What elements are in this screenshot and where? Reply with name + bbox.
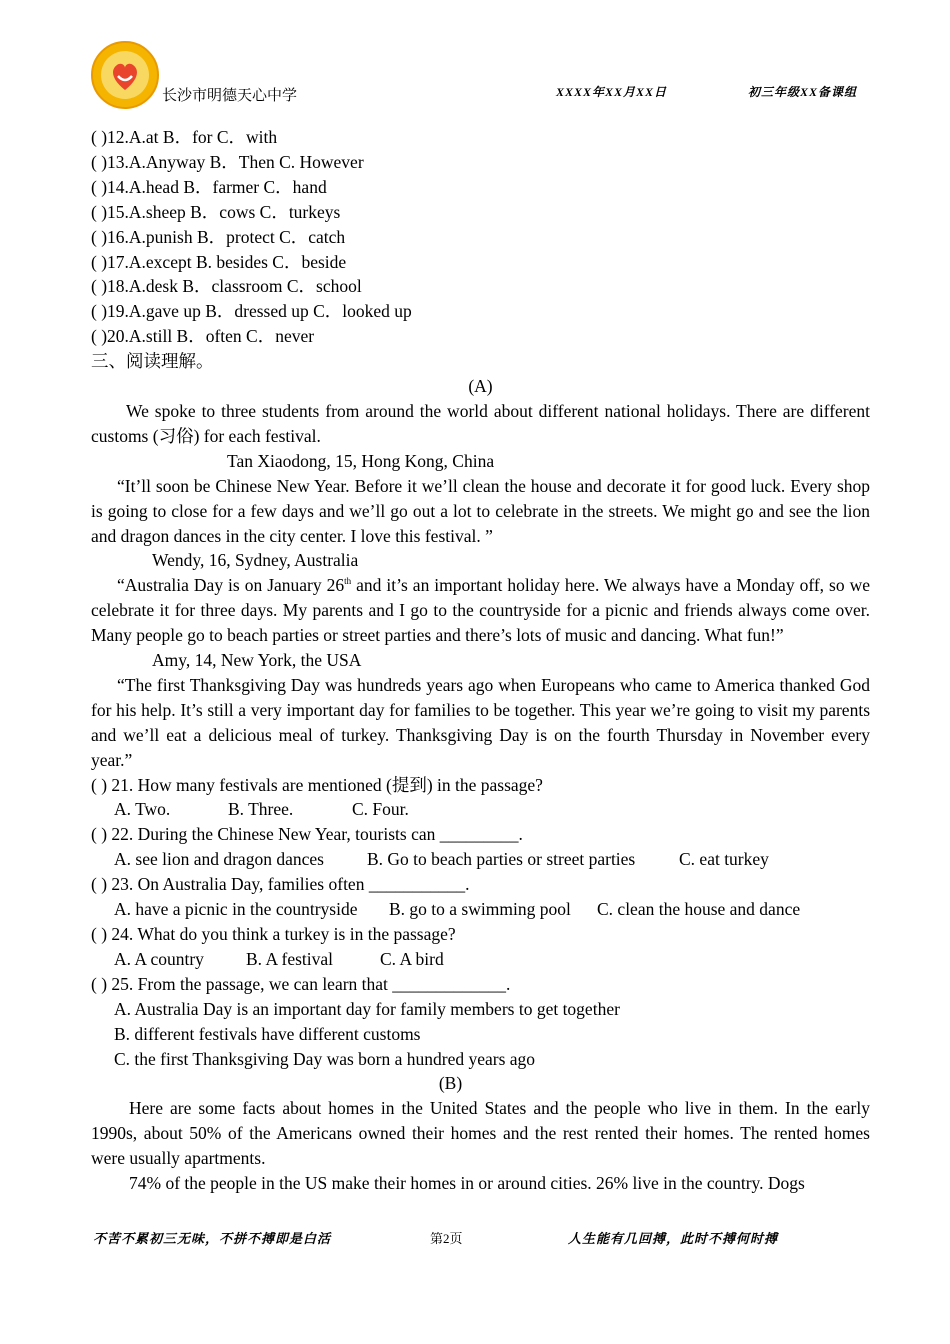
option: B. Three.: [228, 799, 294, 820]
cloze-item: ( )20.A.still B．often C．never: [91, 326, 315, 347]
cloze-item: ( )19.A.gave up B．dressed up C．looked up: [91, 301, 412, 322]
options: [91, 797, 870, 822]
option: C. A bird: [380, 948, 444, 969]
option: B. Go to beach parties or street parties: [367, 849, 636, 870]
option: C. the first Thanksgiving Day was born a hundred years ago: [114, 1048, 536, 1069]
cloze-item: ( )13.A.Anyway B．Then C. However: [91, 151, 364, 172]
cloze-item: ( )18.A.desk B．classroom C．school: [91, 276, 362, 297]
header-group: 初三年级XX备课组: [748, 85, 858, 99]
question: ( ) 21. How many festivals are mentioned (提到) in the passage?: [91, 774, 543, 795]
cloze-item: ( )16.A.punish B．protect C．catch: [91, 226, 346, 247]
speaker-name: Wendy, 16, Sydney, Australia: [152, 550, 359, 571]
option: C. clean the house and dance: [597, 899, 801, 920]
cloze-item: ( )14.A.head B．farmer C．hand: [91, 176, 327, 197]
ordinal-suffix: th: [344, 576, 352, 587]
speaker-text: “The first Thanksgiving Day was hundreds years ago when Europeans who came to America thanked God for his help. It’s still a very important day for families to be together. This year we’re going to visit my parents and we’ll eat a delicious meal of turkey. Thanksgiving Day is on the fourth Thursday in November every year.”: [91, 674, 870, 770]
speaker-name: Tan Xiaodong, 15, Hong Kong, China: [227, 450, 495, 471]
question: ( ) 25. From the passage, we can learn that _____________.: [91, 973, 511, 994]
option: B. A festival: [246, 948, 334, 969]
passage-b-paragraph: 74% of the people in the US make their homes in or around cities. 26% live in the country. Dogs: [129, 1173, 805, 1194]
page-number: 第2页: [430, 1231, 463, 1246]
document-body: [91, 125, 870, 1196]
speaker-text-part: and it’s an important holiday here. We always have a Monday off, so we celebrate it for three days. My parents and I go to the countryside for a picnic and friends always come over. Many people go to beach parties or street parties and there’s lots of music and dancing. What fun!”: [91, 575, 870, 646]
option: A. have a picnic in the countryside: [114, 899, 358, 920]
option: B. different festivals have different customs: [114, 1023, 421, 1044]
option: B. go to a swimming pool: [389, 899, 571, 920]
question: ( ) 22. During the Chinese New Year, tourists can _________.: [91, 824, 523, 845]
options: [91, 897, 870, 922]
cloze-item: ( )17.A.except B. besides C．beside: [91, 251, 347, 272]
question: ( ) 24. What do you think a turkey is in the passage?: [91, 924, 456, 944]
option: A. see lion and dragon dances: [114, 849, 324, 870]
question: ( ) 23. On Australia Day, families often ___________.: [91, 874, 470, 895]
speaker-text-part: “Australia Day is on January 26: [117, 575, 345, 596]
option: C. Four.: [352, 799, 409, 820]
school-logo: [90, 40, 160, 110]
cloze-item: ( )15.A.sheep B．cows C．turkeys: [91, 201, 341, 222]
speaker-text: “It’ll soon be Chinese New Year. Before it we’ll clean the house and decorate it for good luck. Every shop is going to close for a few days and we’ll go out a lot to celebrate in the streets. We might go and see the lion and dragon dances in the city center. I love this festival. ”: [91, 475, 870, 546]
speaker-name: Amy, 14, New York, the USA: [152, 650, 362, 671]
option: C. eat turkey: [679, 849, 769, 870]
footer-motto-right: 人生能有几回搏，此时不搏何时搏: [568, 1231, 779, 1246]
footer-motto-left: 不苦不累初三无味，不拼不搏即是白活: [93, 1231, 332, 1246]
passage-a-label: (A): [468, 376, 493, 397]
school-name: 长沙市明德天心中学: [162, 88, 298, 104]
options: [91, 847, 870, 872]
passage-b-paragraph: Here are some facts about homes in the United States and the people who live in them. In the early 1990s, about 50% of the Americans owned their homes and the rest rented their homes. The rented homes were usually apartments.: [91, 1098, 870, 1169]
passage-b-label: (B): [438, 1073, 463, 1094]
speaker-text: [91, 573, 870, 648]
passage-a-intro: We spoke to three students from around the world about different national holidays. There are different customs (习俗) for each festival.: [91, 400, 870, 446]
section-title: 三、阅读理解。: [91, 351, 214, 372]
options: [91, 947, 870, 972]
option: A. A country: [114, 948, 204, 969]
header-date: XXXX年XX月XX日: [556, 85, 668, 99]
option: A. Australia Day is an important day for family members to get together: [114, 998, 620, 1019]
cloze-item: ( )12.A.at B．for C．with: [91, 127, 278, 147]
option: A. Two.: [114, 799, 171, 820]
